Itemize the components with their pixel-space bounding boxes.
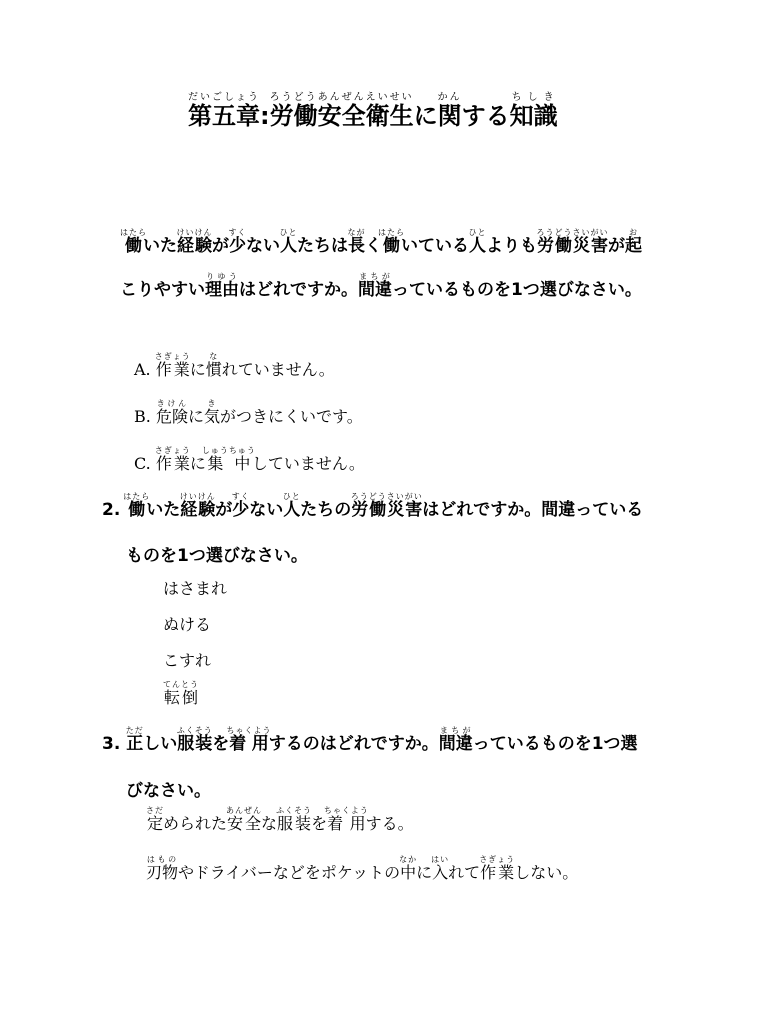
option-label: B. (134, 407, 151, 426)
option-label: A. (134, 360, 151, 379)
question-2-option-1: はさまれ (163, 579, 228, 598)
question-number: 3. (102, 734, 121, 754)
chapter-title: 第五章だいごしょう:労働安全衛生ろうどうあんぜんえいせいに関かんする知識ちしき (188, 92, 558, 130)
question-1-line-2: こりやすい理由りゆうはどれですか。間違まちがっているものを1つ選びなさい。 (120, 272, 642, 300)
question-1-line-1: 働はたらいた経験けいけんが少すくない人ひとたちは長ながく働はたらいている人ひとよりも労働災害ろうどうさいがいが起お (120, 228, 642, 256)
question-3-option-1: 定さだめられた安全あんぜんな服装ふくそうを着用ちゃくようする。 (146, 806, 414, 833)
question-2-line-2: ものを1つ選びなさい。 (126, 546, 308, 566)
question-2-option-4: 転倒てんとう (163, 680, 199, 707)
question-3-option-2: 刃物はものやドライバーなどをポケットの中なかに入はいれて作業さぎょうしない。 (146, 855, 579, 882)
question-2-option-2: ぬける (163, 615, 212, 634)
question-1-option-c: C. 作業さぎょうに集中しゅうちゅうしていません。 (134, 446, 365, 473)
question-1-option-b: B. 危険きけんに気きがつきにくいです。 (134, 399, 363, 426)
question-1-option-a: A. 作業さぎょうに慣なれていません。 (134, 352, 335, 379)
question-2-line-1: 2. 働はたらいた経験けいけんが少すくない人ひとたちの労働災害ろうどうさいがいはどれですか。間違っている (102, 492, 644, 520)
option-label: C. (134, 454, 151, 473)
question-3-line-2: びなさい。 (126, 781, 211, 801)
question-number: 2. (102, 500, 121, 520)
question-3-line-1: 3. 正ただしい服装ふくそうを着用ちゃくようするのはどれですか。間違まちがっているものを1つ選 (102, 726, 638, 754)
question-2-option-3: こすれ (163, 651, 212, 670)
